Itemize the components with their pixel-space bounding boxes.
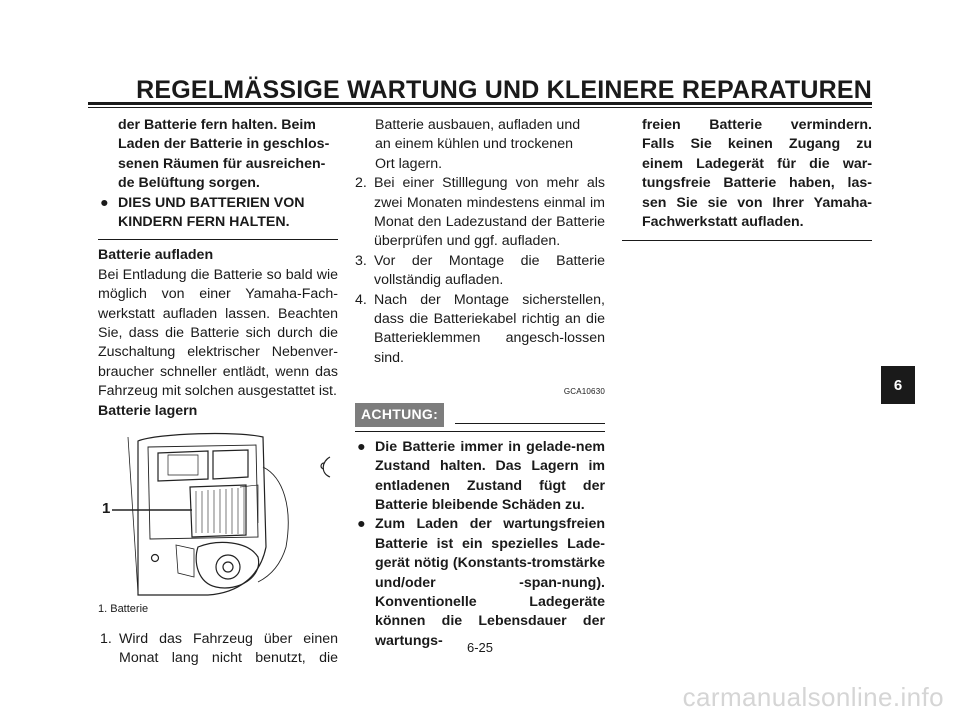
battery-illustration bbox=[98, 427, 338, 597]
warning-bullet bbox=[98, 194, 338, 233]
step-2 bbox=[355, 174, 605, 252]
step-3 bbox=[355, 252, 605, 291]
caution-bullet bbox=[355, 515, 605, 651]
caution-continued bbox=[622, 116, 872, 232]
step-number: 1. bbox=[100, 630, 112, 647]
caution-line: freien Batterie vermindern. bbox=[642, 117, 872, 133]
step-1-continued bbox=[355, 116, 605, 174]
intro-line: der Batterie fern halten. Beim bbox=[118, 117, 316, 133]
heading-batterie-lagern: Batterie lagern bbox=[98, 402, 198, 419]
caution-rule-lower bbox=[355, 431, 605, 432]
step-line: Monat lang nicht benutzt, die bbox=[119, 649, 338, 666]
bullet-line: DIES UND BATTERIEN VON bbox=[118, 194, 305, 211]
page-header-title: REGELMÄSSIGE WARTUNG UND KLEINERE REPARATUREN bbox=[136, 76, 872, 104]
step-line: Ort lagern. bbox=[375, 155, 443, 172]
step-text: Bei einer Stilllegung von mehr als zwei Monaten mindestens einmal im Monat den Ladezustand der Batterie überprüfen und ggf. aufladen. bbox=[374, 175, 605, 250]
caution-header bbox=[355, 403, 605, 427]
chapter-tab: 6 bbox=[881, 366, 915, 404]
step-text: Vor der Montage die Batterie vollständig aufladen. bbox=[374, 252, 605, 289]
section-divider bbox=[98, 239, 338, 240]
step-number: 4. bbox=[355, 291, 367, 308]
heading-batterie-aufladen: Batterie aufladen bbox=[98, 247, 214, 264]
intro-line: Laden der Batterie in geschlos- bbox=[118, 136, 330, 153]
charge-paragraph: Bei Entladung die Batterie so bald wie möglich von einer Yamaha-Fach-werkstatt aufladen lassen. Beachten Sie, dass die Batterie sich durch die Zuschaltung elektrischer Nebenver-braucher schneller entlädt, wenn das Fahrzeug mit solchen ausgestattet ist. bbox=[98, 266, 338, 400]
bullet-icon: ● bbox=[357, 438, 366, 455]
caution-code: GCA10630 bbox=[563, 387, 605, 397]
callout-label: 1 bbox=[102, 500, 111, 518]
caution-line: sen Sie sie von Ihrer Yamaha- bbox=[642, 194, 872, 211]
step-4 bbox=[355, 291, 605, 369]
caution-label: ACHTUNG: bbox=[355, 403, 444, 427]
caution-line: Falls Sie keinen Zugang zu bbox=[642, 136, 872, 153]
figure-caption: 1. Batterie bbox=[98, 603, 149, 616]
step-number: 3. bbox=[355, 252, 367, 269]
intro-line: de Belüftung sorgen. bbox=[118, 175, 260, 192]
step-line: Batterie ausbauen, aufladen und bbox=[375, 117, 581, 133]
caution-end-rule bbox=[622, 240, 872, 241]
bullet-icon: ● bbox=[100, 194, 109, 211]
step-line: an einem kühlen und trockenen bbox=[375, 136, 573, 153]
column-1 bbox=[98, 116, 338, 668]
caution-bullet bbox=[355, 438, 605, 516]
step-text: Nach der Montage sicherstellen, dass die Batteriekabel richtig an die Batterieklemmen angesch-lossen sind. bbox=[374, 291, 605, 366]
caution-rule bbox=[455, 423, 605, 424]
caution-text: Zum Laden der wartungsfreien Batterie ist ein spezielles Lade-gerät nötig (Konstants-tromstärke und/oder -span-nung). Konventionelle Ladegeräte können die Lebensdauer der wartungs- bbox=[375, 516, 605, 649]
header-rule bbox=[88, 102, 872, 105]
caution-line: einem Ladegerät für die war- bbox=[642, 155, 872, 172]
warning-intro bbox=[98, 116, 338, 194]
step-line: Wird das Fahrzeug über einen bbox=[119, 630, 338, 647]
bullet-icon: ● bbox=[357, 516, 366, 533]
header-rule-thin bbox=[88, 107, 872, 108]
caution-line: Fachwerkstatt aufladen. bbox=[642, 214, 804, 231]
column-2 bbox=[355, 116, 605, 651]
bullet-line: KINDERN FERN HALTEN. bbox=[118, 214, 290, 231]
battery-figure bbox=[98, 427, 338, 597]
page-number: 6-25 bbox=[466, 640, 494, 655]
caution-text: Die Batterie immer in gelade-nem Zustand halten. Das Lagern im entladenen Zustand fügt der Batterie bleibende Schäden zu. bbox=[375, 438, 605, 513]
step-number: 2. bbox=[355, 175, 367, 192]
column-3 bbox=[622, 116, 872, 247]
watermark: carmanualsonline.info bbox=[682, 682, 944, 712]
caution-line: tungsfreie Batterie haben, las- bbox=[642, 175, 872, 192]
intro-line: senen Räumen für ausreichen- bbox=[118, 155, 326, 172]
